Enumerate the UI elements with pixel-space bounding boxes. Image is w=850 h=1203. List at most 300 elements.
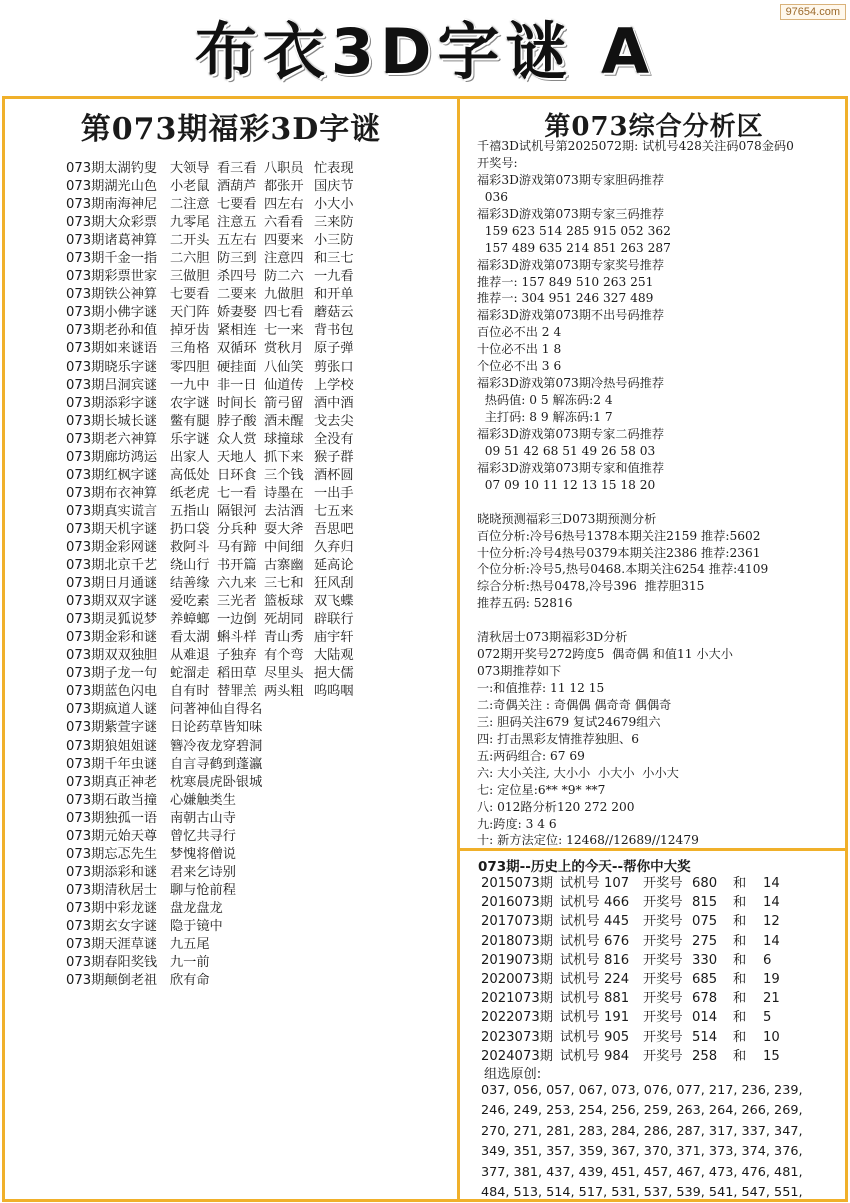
riddle-source: 073期老孙和值 (66, 323, 158, 339)
analysis-line: 晓晓预测福彩三D073期预测分析 (477, 511, 657, 526)
history-cell: 881 (604, 991, 630, 1007)
riddle-source: 073期疯道人谜 (66, 702, 158, 718)
riddle-clue: 一九看 (314, 269, 354, 285)
history-cell: 开奖号 (643, 895, 683, 911)
riddle-source: 073期日月通谜 (66, 576, 158, 592)
history-cell: 和 (733, 1029, 747, 1045)
riddle-clue: 脖子酸 (217, 413, 257, 429)
riddle-clue: 三来防 (314, 215, 354, 231)
analysis-line: 热码值: 0 5 解冻码:2 4 (477, 393, 613, 408)
riddle-clue: 八职员 (264, 161, 304, 176)
riddle-clue: 乐字谜 (170, 431, 210, 447)
riddle-row (66, 214, 456, 232)
history-cell: 2016073期 (481, 895, 553, 911)
riddle-source: 073期太湖钓叟 (66, 161, 158, 176)
riddle-source: 073期老六神算 (66, 431, 158, 447)
history-cell: 676 (604, 933, 630, 949)
history-cell: 445 (604, 914, 630, 930)
riddle-clue: 一出手 (314, 485, 354, 501)
riddle-source: 073期添彩字谜 (66, 395, 158, 411)
analysis-line: 036 (477, 189, 509, 204)
history-cell: 514 (692, 1029, 718, 1045)
riddle-source: 073期春阳奖钱 (66, 955, 158, 971)
riddle-row (66, 557, 456, 575)
riddle-clue: 诗墨在 (264, 485, 304, 501)
riddle-clue: 二要来 (217, 287, 257, 303)
history-cell: 224 (604, 971, 630, 987)
analysis-line: 综合分析:热号0478,冷号396 推荐胆315 (477, 579, 705, 594)
site-watermark: 97654.com (780, 4, 846, 20)
history-cell: 12 (763, 914, 780, 930)
history-row (481, 874, 841, 893)
riddle-row (66, 882, 456, 900)
riddle-poem: 君来乞诗别 (170, 864, 236, 880)
history-cell: 107 (604, 876, 630, 891)
riddle-source: 073期金彩网谜 (66, 539, 158, 555)
riddle-clue: 七要看 (217, 197, 257, 213)
riddle-source: 073期清秋居士 (66, 882, 158, 898)
history-cell: 678 (692, 991, 718, 1007)
history-cell: 和 (733, 991, 747, 1007)
history-cell: 开奖号 (643, 1029, 683, 1045)
riddle-clue: 小三防 (314, 233, 354, 249)
riddle-row (66, 756, 456, 774)
history-cell: 2017073期 (481, 914, 553, 930)
original-line: 270, 271, 281, 283, 284, 286, 287, 317, 337, 347, (481, 1123, 803, 1139)
analysis-line: 福彩3D游戏第073期专家二码推荐 (477, 426, 665, 441)
riddle-clue: 结善缘 (170, 576, 210, 592)
riddle-clue: 辟联行 (314, 612, 354, 628)
riddle-clue: 七五来 (314, 503, 354, 519)
history-cell: 905 (604, 1029, 630, 1045)
riddle-clue: 蝌斗样 (217, 630, 257, 646)
riddle-clue: 马有蹄 (217, 539, 257, 555)
riddle-source: 073期南海神尼 (66, 197, 158, 213)
analysis-line: 09 51 42 68 51 49 26 58 03 (477, 443, 656, 458)
riddle-clue: 一九中 (170, 377, 210, 393)
history-table (481, 874, 841, 1066)
riddle-row (66, 828, 456, 846)
riddle-clue: 尽里头 (264, 666, 304, 682)
analysis-line: 八: 012路分析120 272 200 (477, 799, 635, 814)
analysis-line: 主打码: 8 9 解冻码:1 7 (477, 410, 613, 424)
riddle-clue: 狂风刮 (314, 576, 354, 592)
riddle-row (66, 972, 456, 990)
riddle-clue: 猴子群 (314, 449, 354, 465)
column-divider (457, 96, 460, 1202)
analysis-line: 福彩3D游戏第073期专家胆码推荐 (477, 172, 665, 187)
history-cell: 试机号 (560, 971, 600, 987)
riddle-clue: 纸老虎 (170, 485, 210, 501)
riddle-clue: 四七看 (264, 305, 304, 321)
riddle-row (66, 719, 456, 737)
riddle-source: 073期彩票世家 (66, 269, 158, 285)
history-row (481, 912, 841, 931)
riddle-clue: 大陆观 (314, 648, 354, 664)
analysis-line: 福彩3D游戏第073期专家三码推荐 (477, 206, 665, 221)
riddle-clue: 七要看 (170, 287, 210, 303)
history-cell: 2021073期 (481, 991, 553, 1007)
riddle-clue: 球撞球 (264, 431, 304, 447)
riddle-row (66, 178, 456, 196)
history-cell: 开奖号 (643, 914, 683, 930)
riddle-poem: 枕寒晨虎卧银城 (170, 774, 263, 790)
riddle-clue: 三七和 (264, 576, 304, 592)
riddle-clue: 五左右 (217, 233, 257, 249)
analysis-section (477, 138, 847, 849)
riddle-clue: 天门阵 (170, 305, 210, 321)
riddle-clue: 自有时 (170, 684, 210, 700)
riddle-clue: 分兵种 (217, 521, 257, 537)
analysis-line: 五:两码组合: 67 69 (477, 748, 585, 763)
riddle-clue: 硬挂面 (217, 359, 257, 375)
history-cell: 开奖号 (643, 1048, 683, 1064)
original-line: 037, 056, 057, 067, 073, 076, 077, 217, 236, 239, (481, 1083, 803, 1098)
riddle-source: 073期双双字谜 (66, 594, 158, 610)
riddle-clue: 和开单 (314, 287, 354, 303)
history-cell: 试机号 (560, 1029, 600, 1045)
riddle-clue: 六看看 (264, 215, 304, 231)
riddle-source: 073期千年虫谜 (66, 756, 158, 772)
history-cell: 014 (692, 1010, 718, 1026)
riddle-poem: 九一前 (170, 955, 210, 971)
riddle-row (66, 485, 456, 503)
riddle-row (66, 810, 456, 828)
riddle-clue: 出家人 (170, 449, 210, 465)
riddle-clue: 原子弹 (314, 341, 354, 357)
riddle-clue: 二注意 (170, 197, 210, 213)
history-cell: 和 (733, 876, 747, 891)
riddle-clue: 戈去尖 (314, 413, 354, 429)
history-cell: 685 (692, 971, 718, 987)
analysis-line: 福彩3D游戏第073期专家和值推荐 (477, 460, 665, 475)
riddle-clue: 一边倒 (217, 612, 257, 628)
riddle-source: 073期湖光山色 (66, 179, 158, 195)
riddle-row (66, 701, 456, 719)
riddle-clue: 酒葫芦 (217, 179, 257, 195)
riddle-clue: 背书包 (314, 323, 354, 339)
history-cell: 19 (763, 971, 780, 987)
riddle-source: 073期金彩和谜 (66, 630, 158, 646)
riddle-clue: 四左右 (264, 197, 304, 213)
history-cell: 试机号 (560, 991, 600, 1007)
riddle-row (66, 395, 456, 413)
riddle-row (66, 250, 456, 268)
riddle-row (66, 160, 456, 178)
original-line: 377, 381, 437, 439, 451, 457, 467, 473, 476, 481, (481, 1164, 803, 1180)
riddle-clue: 九零尾 (170, 215, 210, 231)
riddle-clue: 去沽酒 (264, 503, 304, 519)
analysis-line: 个位分析:冷号5,热号0468.本期关注6254 推荐:4109 (477, 562, 769, 577)
riddle-clue: 高低处 (170, 467, 210, 483)
riddle-source: 073期真正神老 (66, 774, 158, 790)
riddle-row (66, 359, 456, 377)
riddle-row (66, 196, 456, 214)
riddle-source: 073期中彩龙谜 (66, 900, 158, 916)
riddle-clue: 酒杯圆 (314, 467, 354, 483)
riddle-clue: 三光者 (217, 594, 257, 610)
riddle-clue: 零四胆 (170, 359, 210, 375)
history-cell: 2015073期 (481, 876, 553, 891)
history-cell: 466 (604, 895, 630, 911)
analysis-line (477, 494, 847, 511)
riddle-clue: 三做胆 (170, 269, 210, 285)
history-cell: 984 (604, 1048, 630, 1064)
riddle-source: 073期廊坊鸿运 (66, 449, 158, 465)
original-line: 349, 351, 357, 359, 367, 370, 371, 373, 374, 376, (481, 1144, 803, 1160)
analysis-line: 六: 大小关注, 大小小 小大小 小小大 (477, 765, 679, 780)
riddle-source: 073期元始天尊 (66, 828, 158, 844)
riddle-row (66, 304, 456, 322)
history-cell: 075 (692, 914, 718, 930)
riddle-clue: 六九来 (217, 576, 257, 592)
riddle-row (66, 683, 456, 701)
riddle-row (66, 846, 456, 864)
riddle-row (66, 340, 456, 358)
riddle-row (66, 738, 456, 756)
riddle-clue: 忙表现 (314, 161, 354, 176)
riddle-clue: 蛇溜走 (170, 666, 210, 682)
riddle-source: 073期颠倒老祖 (66, 973, 158, 989)
history-row (481, 1028, 841, 1047)
original-title: 组选原创: (484, 1067, 542, 1082)
history-cell: 试机号 (560, 933, 600, 949)
riddle-row (66, 629, 456, 647)
history-cell: 6 (763, 952, 772, 968)
banner (0, 4, 850, 88)
riddle-clue: 二开头 (170, 233, 210, 249)
riddle-poem: 九五尾 (170, 937, 210, 953)
riddle-source: 073期红枫字谜 (66, 467, 158, 483)
riddle-poem: 盘龙盘龙 (170, 900, 223, 916)
history-cell: 开奖号 (643, 876, 683, 891)
riddle-source: 073期千金一指 (66, 251, 158, 267)
riddle-poem: 心嫌触类生 (170, 792, 236, 808)
riddle-clue: 防三到 (217, 251, 257, 267)
riddle-clue: 农字谜 (170, 395, 210, 411)
riddle-row (66, 593, 456, 611)
history-cell: 试机号 (560, 952, 600, 968)
history-cell: 试机号 (560, 1048, 600, 1064)
riddle-row (66, 539, 456, 557)
analysis-line (477, 612, 847, 629)
history-cell: 开奖号 (643, 1010, 683, 1026)
analysis-line: 百位必不出 2 4 (477, 325, 562, 340)
riddle-clue: 青山秀 (264, 630, 304, 646)
riddle-source: 073期灵狐说梦 (66, 612, 158, 628)
history-cell: 和 (733, 933, 747, 949)
analysis-line: 福彩3D游戏第073期冷热号码推荐 (477, 376, 665, 391)
riddle-clue: 久弃归 (314, 539, 354, 555)
original-line: 246, 249, 253, 254, 256, 259, 263, 264, 266, 269, (481, 1103, 803, 1119)
riddle-row (66, 900, 456, 918)
history-cell: 816 (604, 952, 630, 968)
analysis-line: 推荐五码: 52816 (477, 596, 573, 611)
riddle-source: 073期紫萱字谜 (66, 720, 158, 736)
riddle-clue: 七一来 (264, 323, 304, 339)
riddle-list (66, 160, 456, 990)
analysis-line: 开奖号: (477, 155, 518, 170)
history-cell: 5 (763, 1010, 772, 1026)
riddle-row (66, 377, 456, 395)
history-cell: 和 (733, 1048, 747, 1064)
riddle-clue: 时间长 (217, 395, 257, 411)
riddle-clue: 国庆节 (314, 179, 354, 195)
riddle-source: 073期添彩和谜 (66, 864, 158, 880)
riddle-clue: 子独弃 (217, 648, 257, 664)
analysis-line: 一:和值推荐: 11 12 15 (477, 681, 605, 695)
riddle-poem: 问著神仙自得名 (170, 702, 263, 718)
riddle-row (66, 918, 456, 936)
riddle-clue: 大领导 (170, 161, 210, 176)
analysis-line: 十: 新方法定位: 12468//12689//12479 (477, 833, 699, 848)
history-cell: 和 (733, 971, 747, 987)
riddle-clue: 稻田草 (217, 666, 257, 682)
history-cell: 14 (763, 895, 780, 911)
history-cell: 试机号 (560, 876, 600, 891)
history-cell: 试机号 (560, 914, 600, 930)
riddle-row (66, 467, 456, 485)
banner-title: 布衣3D字谜 A (194, 14, 656, 88)
history-cell: 2018073期 (481, 933, 553, 949)
history-cell: 2024073期 (481, 1048, 553, 1064)
riddle-clue: 替罪羔 (217, 684, 257, 700)
riddle-poem: 曾忆共寻行 (170, 828, 236, 844)
history-cell: 10 (763, 1029, 780, 1045)
riddle-poem: 南朝古山寺 (170, 810, 236, 826)
riddle-source: 073期天机字谜 (66, 521, 158, 537)
riddle-clue: 两头粗 (264, 684, 304, 700)
riddle-source: 073期石敢当撞 (66, 792, 158, 808)
riddle-source: 073期大众彩票 (66, 215, 158, 231)
riddle-row (66, 322, 456, 340)
analysis-line: 四: 打击黑彩友情推荐独胆、6 (477, 731, 639, 746)
riddle-clue: 掉牙齿 (170, 323, 210, 339)
riddle-clue: 鳖有腿 (170, 413, 210, 429)
riddle-clue: 九做胆 (264, 287, 304, 303)
history-cell: 191 (604, 1010, 630, 1026)
riddle-row (66, 665, 456, 683)
riddle-source: 073期真实谎言 (66, 503, 158, 519)
riddle-row (66, 413, 456, 431)
history-cell: 330 (692, 952, 718, 968)
riddle-source: 073期子龙一句 (66, 666, 158, 682)
riddle-clue: 仙道传 (264, 377, 304, 393)
riddle-source: 073期小佛字谜 (66, 305, 158, 321)
riddle-clue: 小大小 (314, 197, 354, 213)
history-cell: 14 (763, 933, 780, 949)
left-panel-title: 第073期福彩3D字谜 (80, 112, 382, 147)
riddle-clue: 箭弓留 (264, 395, 304, 411)
history-cell: 试机号 (560, 1010, 600, 1026)
history-cell: 和 (733, 895, 747, 911)
original-line: 484, 513, 514, 517, 531, 537, 539, 541, 547, 551, (481, 1184, 803, 1200)
riddle-row (66, 792, 456, 810)
riddle-clue: 死胡同 (264, 612, 304, 628)
riddle-clue: 绕山行 (170, 558, 210, 574)
riddle-row (66, 575, 456, 593)
riddle-source: 073期天涯草谜 (66, 937, 158, 953)
analysis-line: 个位必不出 3 6 (477, 359, 562, 374)
riddle-source: 073期吕洞宾谜 (66, 377, 158, 393)
history-row (481, 970, 841, 989)
riddle-clue: 延高论 (314, 558, 354, 574)
riddle-row (66, 936, 456, 954)
analysis-line: 推荐一: 304 951 246 327 489 (477, 291, 654, 306)
analysis-line: 九:跨度: 3 4 6 (477, 816, 557, 831)
history-cell: 258 (692, 1048, 718, 1064)
riddle-clue: 全没有 (314, 431, 354, 447)
history-row (481, 932, 841, 951)
riddle-row (66, 449, 456, 467)
riddle-clue: 爱吃素 (170, 594, 210, 610)
analysis-line: 推荐一: 157 849 510 263 251 (477, 274, 654, 289)
riddle-clue: 扔口袋 (170, 521, 210, 537)
analysis-line: 159 623 514 285 915 052 362 (477, 223, 671, 238)
history-cell: 试机号 (560, 895, 600, 911)
riddle-source: 073期双双独胆 (66, 648, 158, 664)
riddle-clue: 八仙笑 (264, 359, 304, 375)
right-panel-title: 第073综合分析区 (544, 112, 764, 142)
history-cell: 开奖号 (643, 952, 683, 968)
analysis-line: 十位必不出 1 8 (477, 342, 562, 357)
riddle-row (66, 286, 456, 304)
analysis-line: 百位分析:冷号6热号1378本期关注2159 推荐:5602 (477, 528, 761, 543)
riddle-clue: 中间细 (264, 539, 304, 555)
riddle-clue: 紧相连 (217, 323, 257, 339)
riddle-row (66, 503, 456, 521)
riddle-poem: 隐于镜中 (170, 918, 223, 934)
history-row (481, 1008, 841, 1027)
history-cell: 和 (733, 952, 747, 968)
analysis-line: 07 09 10 11 12 13 15 18 20 (477, 477, 656, 492)
riddle-clue: 上学校 (314, 377, 354, 393)
riddle-poem: 梦愧将僧说 (170, 846, 236, 862)
riddle-source: 073期狼姐姐谜 (66, 738, 158, 754)
analysis-line: 十位分析:冷号4热号0379本期关注2386 推荐:2361 (477, 545, 761, 560)
history-cell: 680 (692, 876, 718, 891)
riddle-clue: 书开篇 (217, 558, 257, 574)
riddle-row (66, 268, 456, 286)
riddle-row (66, 611, 456, 629)
riddle-clue: 和三七 (314, 251, 354, 267)
history-cell: 21 (763, 991, 780, 1007)
riddle-clue: 酒未醒 (264, 413, 304, 429)
history-row (481, 951, 841, 970)
riddle-clue: 酒中酒 (314, 395, 354, 411)
riddle-clue: 古寨幽 (264, 558, 304, 574)
history-cell: 815 (692, 895, 718, 911)
riddle-clue: 注意四 (264, 251, 304, 267)
riddle-row (66, 647, 456, 665)
history-cell: 275 (692, 933, 718, 949)
riddle-row (66, 954, 456, 972)
riddle-clue: 呜呜咽 (314, 684, 354, 700)
history-row (481, 893, 841, 912)
riddle-clue: 庙宇轩 (314, 630, 354, 646)
riddle-poem: 聊与怆前程 (170, 882, 236, 898)
history-title: 073期--历史上的今天--帮你中大奖 (478, 859, 691, 875)
analysis-line: 三: 胆码关注679 复试24679组六 (477, 714, 661, 729)
history-cell: 开奖号 (643, 991, 683, 1007)
riddle-source: 073期玄女字谜 (66, 918, 158, 934)
riddle-clue: 杀四号 (217, 269, 257, 285)
riddle-source: 073期独孤一语 (66, 810, 158, 826)
riddle-row (66, 431, 456, 449)
riddle-clue: 三个钱 (264, 467, 304, 483)
riddle-clue: 都张开 (264, 179, 304, 195)
riddle-clue: 日环食 (217, 467, 257, 483)
